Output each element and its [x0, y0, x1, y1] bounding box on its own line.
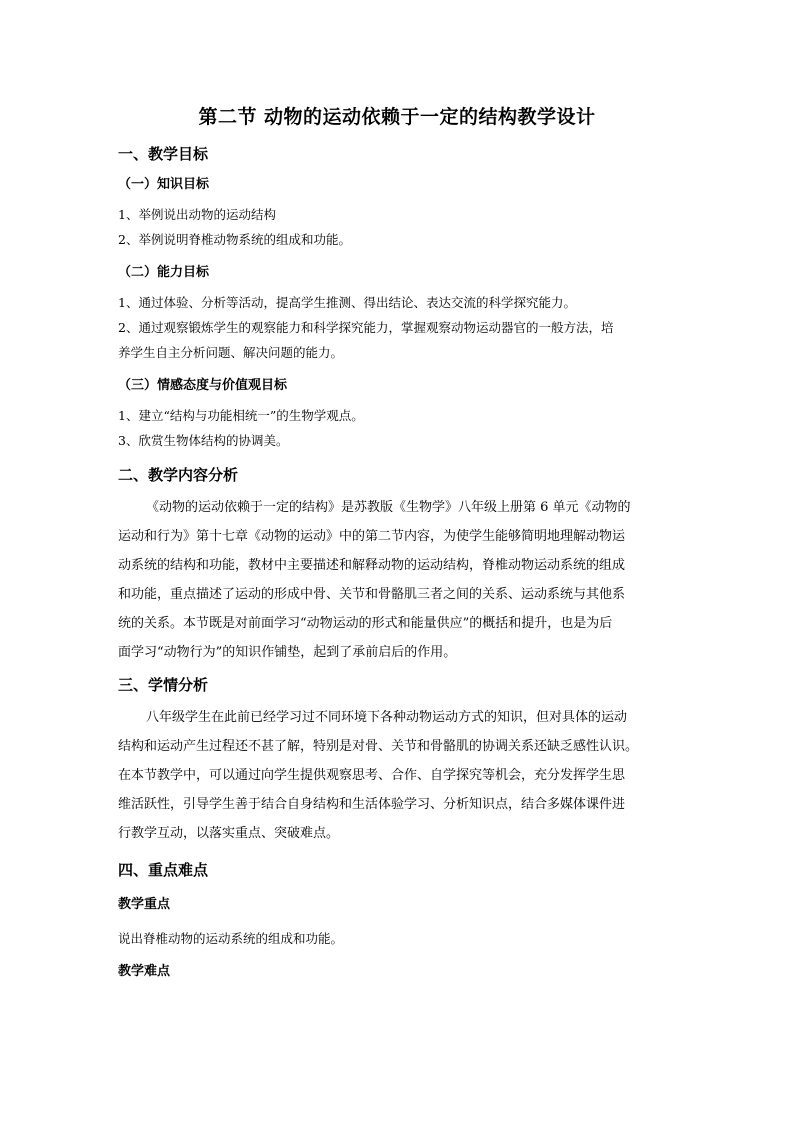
paragraph-line: 面学习“动物行为”的知识作铺垫，起到了承前启后的作用。: [118, 645, 457, 660]
paragraph-line: 八年级学生在此前已经学习过不同环境下各种动物运动方式的知识，但对具体的运动: [146, 710, 628, 725]
knowledge-item-2: 2、举例说明脊椎动物系统的组成和功能。: [118, 232, 351, 247]
difficulty-heading: 教学难点: [118, 964, 171, 979]
attitude-item-1: 1、建立“结构与功能相统一”的生物学观点。: [118, 408, 364, 423]
section-heading-learner-analysis: 三、学情分析: [118, 676, 209, 694]
paragraph-line: 《动物的运动依赖于一定的结构》是苏教版《生物学》八年级上册第 6 单元《动物的: [146, 500, 631, 515]
knowledge-item-1: 1、举例说出动物的运动结构: [118, 207, 276, 222]
key-point-heading: 教学重点: [118, 897, 171, 912]
content-analysis-paragraph: [118, 493, 676, 667]
paragraph-line: 维活跃性，引导学生善于结合自身结构和生活体验学习、分析知识点，结合多媒体课件进: [118, 797, 626, 812]
ability-item-1: 1、通过体验、分析等活动，提高学生推测、得出结论、表达交流的科学探究能力。: [118, 295, 576, 310]
paragraph-line: 和功能，重点描述了运动的形成中骨、关节和骨骼肌三者之间的关系、运动系统与其他系: [118, 587, 626, 602]
subsection-heading-knowledge: （一）知识目标: [118, 177, 210, 192]
ability-item-2: 2、通过观察锻炼学生的观察能力和科学探究能力，掌握观察动物运动器官的一般方法，培: [118, 320, 614, 335]
paragraph-line: 运动和行为》第十七章《动物的运动》中的第二节内容，为使学生能够简明地理解动物运: [118, 529, 626, 544]
subsection-heading-attitude: （三）情感态度与价值观目标: [118, 378, 288, 393]
document-title: 第二节 动物的运动依赖于一定的结构教学设计: [198, 106, 596, 128]
paragraph-line: 结构和运动产生过程还不甚了解，特别是对骨、关节和骨骼肌的协调关系还缺乏感性认识。: [118, 739, 639, 754]
paragraph-line: 在本节教学中，可以通过向学生提供观察思考、合作、自学探究等机会，充分发挥学生思: [118, 768, 626, 783]
paragraph-line: 动系统的结构和功能，教材中主要描述和解释动物的运动结构，脊椎动物运动系统的组成: [118, 558, 626, 573]
attitude-item-2: 3、欣赏生物体结构的协调美。: [118, 433, 289, 448]
section-heading-key-points: 四、重点难点: [118, 861, 209, 879]
key-point-text: 说出脊椎动物的运动系统的组成和功能。: [118, 931, 344, 946]
ability-item-2-cont: 养学生自主分析问题、解决问题的能力。: [118, 345, 344, 360]
paragraph-line: 行教学互动，以落实重点、突破难点。: [118, 826, 340, 841]
paragraph-line: 统的关系。本节既是对前面学习“动物运动的形式和能量供应”的概括和提升，也是为后: [118, 616, 613, 631]
subsection-heading-ability: （二）能力目标: [118, 265, 210, 280]
section-heading-content-analysis: 二、教学内容分析: [118, 466, 239, 484]
learner-analysis-paragraph: [118, 703, 676, 848]
section-heading-objectives: 一、教学目标: [118, 145, 209, 163]
